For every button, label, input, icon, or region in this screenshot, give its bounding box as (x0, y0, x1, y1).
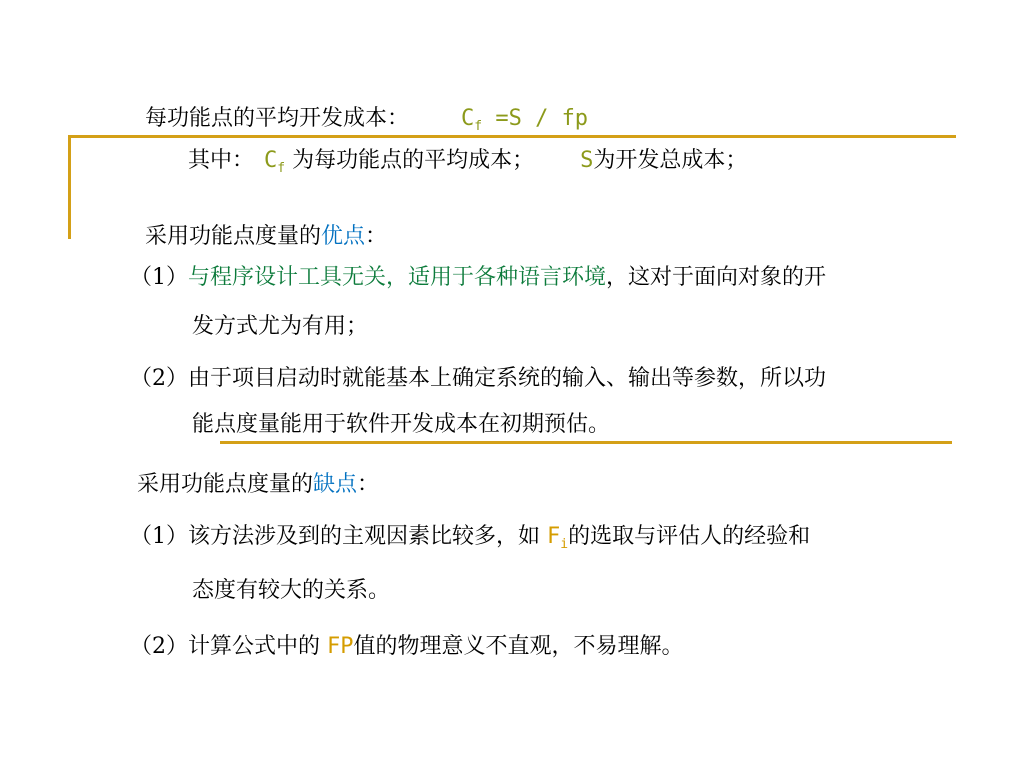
formula-line (145, 104, 588, 142)
advantage-item-1-continued: 发方式尤为有用； (192, 314, 369, 339)
middle-accent-line (220, 441, 952, 444)
fi-symbol: $F_i$ (547, 524, 569, 552)
formula-label: 每功能点的平均开发成本： (145, 106, 410, 131)
left-accent-line (68, 135, 71, 239)
advantages-keyword: 优点 (321, 224, 366, 249)
disadvantage-item-2: （2）计算公式中的 FP值的物理意义不直观，不易理解。 (130, 634, 684, 659)
disadvantages-keyword: 缺点 (313, 472, 358, 497)
disadvantage-item-1-continued: 态度有较大的关系。 (192, 578, 391, 603)
advantage-item-2: （2）由于项目启动时就能基本上确定系统的输入、输出等参数，所以功 (130, 366, 827, 391)
advantage-item-2-continued: 能点度量能用于软件开发成本在初期预估。 (192, 412, 611, 437)
disadvantage-item-1: （1）该方法涉及到的主观因素比较多，如 $F_i$的选取与评估人的经验和 (130, 524, 811, 552)
formula-expression (461, 106, 589, 134)
item-number: （1） (130, 265, 188, 290)
item-number: （2） (130, 366, 188, 391)
advantage-item-1: （1）与程序设计工具无关，适用于各种语言环境，这对于面向对象的开 (130, 265, 827, 290)
item-number: （2） (130, 634, 188, 659)
fp-symbol: FP (327, 634, 354, 659)
disadvantages-heading: 采用功能点度量的缺点： (137, 472, 380, 497)
cf-symbol: C (461, 106, 475, 131)
definition-s: S (580, 148, 594, 173)
advantages-heading: 采用功能点度量的优点： (145, 224, 388, 249)
definition-prefix: 其中： (188, 148, 255, 173)
definition-cf-desc: 为每功能点的平均成本； (285, 148, 535, 173)
cf-subscript: f (474, 119, 483, 134)
advantage-1-highlight: 与程序设计工具无关，适用于各种语言环境 (188, 265, 607, 290)
definition-s-desc: 为开发总成本； (593, 148, 748, 173)
formula-rhs: =S / fp (482, 106, 589, 131)
definition-line (188, 146, 747, 184)
definition-cf: $C_f$ (264, 148, 286, 176)
item-number: （1） (130, 524, 188, 549)
